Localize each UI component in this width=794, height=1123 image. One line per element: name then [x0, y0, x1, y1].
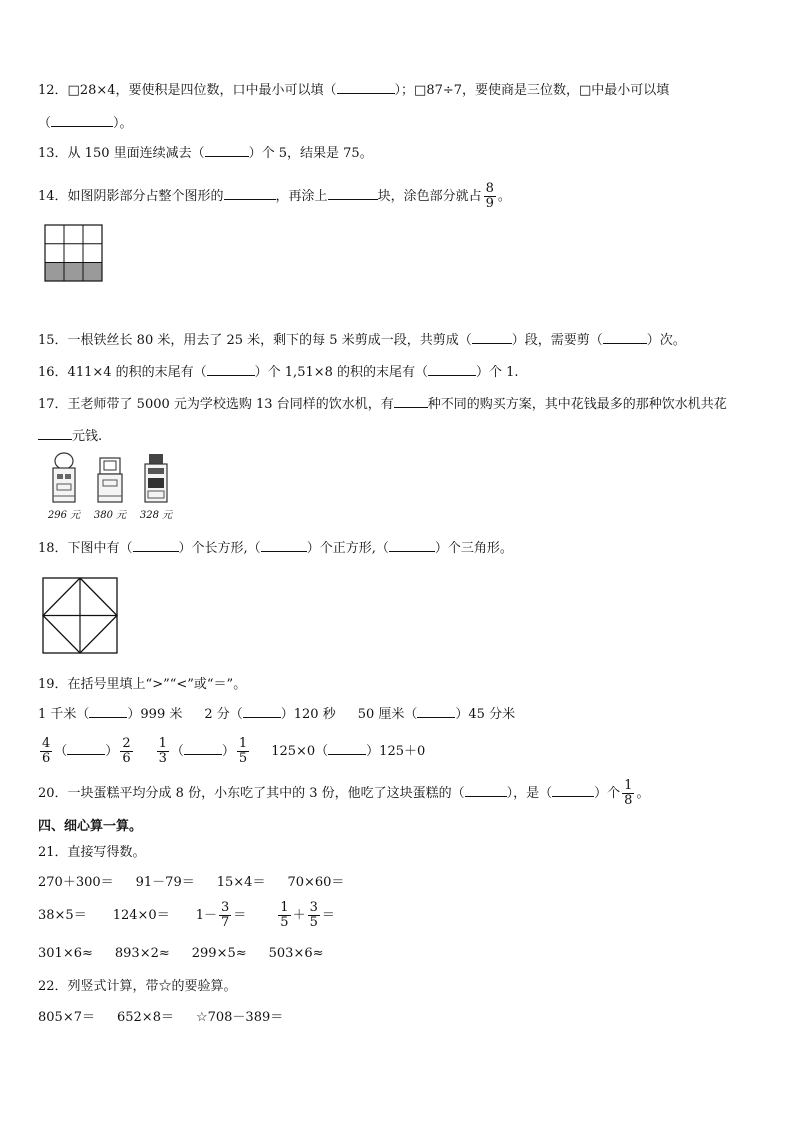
q19-blank-2[interactable] [243, 717, 281, 718]
fraction: $\frac{1}{5}$ [238, 736, 248, 766]
price-label: 328 元 [139, 510, 173, 521]
q12-text: ）；□87÷7，要使商是三位数，□中最小可以填 [394, 83, 670, 98]
q19-text: ）999 米 [127, 707, 183, 722]
calc-item: ☆708－389＝ [195, 1010, 284, 1025]
q20-blank-2[interactable] [552, 796, 594, 797]
q14-line [38, 178, 511, 216]
q21-row3 [38, 945, 324, 963]
q12-line1 [38, 82, 669, 100]
q22-row [38, 1009, 283, 1027]
q19-text: ）125＋0 [366, 744, 426, 759]
water-dispenser-icon [44, 452, 84, 506]
water-dispenser-icon [90, 452, 130, 506]
section-heading: 四、细心算一算。 [38, 819, 143, 834]
fraction: $\frac{1}{3}$ [158, 736, 167, 766]
q15-blank-2[interactable] [603, 343, 647, 344]
q19-title: 19．在括号里填上“>”“<”或“＝”。 [38, 677, 247, 692]
q17-line2 [38, 428, 102, 446]
q17-text: 元钱. [72, 429, 103, 444]
calc-item: 70×60＝ [287, 875, 345, 890]
fraction: $\frac{4}{6}$ [42, 736, 51, 766]
q17-line1 [38, 396, 727, 414]
q12-blank-1[interactable] [337, 93, 395, 94]
calc-item: 301×6≈ [38, 946, 93, 961]
fraction: $\frac{3}{7}$ [220, 900, 230, 930]
q19-text: ）45 分米 [455, 707, 516, 722]
fraction: $\frac{2}{6}$ [122, 736, 131, 766]
fraction: $\frac{1}{8}$ [624, 778, 633, 808]
calc-item: ＝ [233, 908, 247, 923]
q20-text: 。 [636, 786, 650, 801]
calc-item: 805×7＝ [38, 1010, 95, 1025]
fraction: $\frac{3}{5}$ [309, 900, 318, 930]
calc-item: 1－ [195, 908, 217, 923]
calc-item: 15×4＝ [216, 875, 266, 890]
q12-text: 12．□28×4，要使积是四位数，口中最小可以填（ [38, 83, 337, 98]
q18-text: ）个长方形,（ [178, 541, 261, 556]
q14-text: 。 [497, 189, 511, 204]
q15-line [38, 332, 686, 350]
price-label: 296 元 [47, 510, 81, 521]
q18-blank-1[interactable] [133, 551, 179, 552]
q14-grid-figure [44, 224, 104, 282]
q15-text: 15．一根铁丝长 80 米，用去了 25 米，剩下的每 5 米剪成一段，共剪成（ [38, 333, 472, 348]
q19-blank-3[interactable] [417, 717, 455, 718]
q18-text: ）个正方形,（ [306, 541, 389, 556]
fraction: $\frac{1}{5}$ [280, 900, 289, 930]
q14-text: 14．如图阴影部分占整个图形的 [38, 189, 224, 204]
q19-text: （ [54, 744, 68, 759]
q19-text: 125×0（ [271, 744, 329, 759]
q21-title: 21．直接写得数。 [38, 845, 146, 860]
q13-text: ）个 5，结果是 75。 [248, 146, 373, 161]
q19-blank-1[interactable] [89, 717, 127, 718]
q21-row2 [38, 897, 335, 935]
q13-blank[interactable] [205, 156, 249, 157]
q16-text: ）个 1. [476, 365, 519, 380]
calc-item: 503×6≈ [268, 946, 324, 961]
q19-blank-4[interactable] [67, 754, 105, 755]
q19-text: ） [221, 744, 235, 759]
q19-text: ） [105, 744, 119, 759]
q19-text: 2 分（ [204, 707, 243, 722]
water-dispenser-3 [136, 452, 176, 522]
q15-text: ）次。 [646, 333, 686, 348]
q21-row1 [38, 874, 344, 892]
q15-text: ）段，需要剪（ [511, 333, 603, 348]
calc-item: 652×8＝ [116, 1010, 174, 1025]
q19-text: 1 千米（ [38, 707, 90, 722]
q20-blank-1[interactable] [465, 796, 507, 797]
water-dispenser-icon [136, 452, 176, 506]
q16-text: 16．411×4 的积的末尾有（ [38, 365, 207, 380]
price-label: 380 元 [93, 510, 127, 521]
q15-blank-1[interactable] [472, 343, 512, 344]
q18-line [38, 540, 513, 558]
q19-text: ）120 秒 [280, 707, 336, 722]
q12-text: ）。 [113, 116, 133, 131]
q18-text: ）个三角形。 [434, 541, 513, 556]
q14-blank-1[interactable] [224, 199, 276, 200]
q12-text: （ [38, 116, 52, 131]
q20-text: 20．一块蛋糕平均分成 8 份，小东吃了其中的 3 份，他吃了这块蛋糕的（ [38, 786, 465, 801]
q16-text: ）个 1,51×8 的积的末尾有（ [254, 365, 429, 380]
q20-text: ），是（ [506, 786, 553, 801]
q12-line2 [38, 115, 133, 133]
calc-item: 91－79＝ [135, 875, 195, 890]
q14-blank-2[interactable] [328, 199, 378, 200]
calc-item: 270＋300＝ [38, 875, 114, 890]
q13-text: 13．从 150 里面连续减去（ [38, 146, 205, 161]
q13-line [38, 145, 373, 163]
q22-title: 22．列竖式计算，带☆的要验算。 [38, 979, 237, 994]
q19-row1 [38, 706, 515, 724]
q19-text: 50 厘米（ [357, 707, 418, 722]
water-dispenser-2 [90, 452, 130, 522]
q17-text: 17．王老师带了 5000 元为学校选购 13 台同样的饮水机，有 [38, 397, 394, 412]
q14-fraction: $\frac{8}{9}$ [485, 181, 494, 211]
q20-line [38, 775, 649, 813]
q17-blank-2[interactable] [38, 439, 72, 440]
q17-blank-1[interactable] [394, 407, 428, 408]
q20-text: ）个 [594, 786, 621, 801]
q12-blank-2[interactable] [51, 126, 113, 127]
calc-item: 124×0＝ [112, 908, 170, 923]
q19-row2 [38, 733, 425, 771]
q18-square-diamond-figure [42, 577, 118, 654]
q16-blank-1[interactable] [207, 375, 255, 376]
q14-shaded-row [45, 263, 102, 282]
q19-blank-5[interactable] [184, 754, 222, 755]
calc-item: ＋ [292, 908, 306, 923]
q14-text: ，再涂上 [275, 189, 328, 204]
calc-item: ＝ [321, 908, 335, 923]
calc-item: 893×2≈ [114, 946, 170, 961]
q16-blank-2[interactable] [428, 375, 476, 376]
q16-line [38, 364, 519, 382]
calc-item: 38×5＝ [38, 908, 87, 923]
q18-text: 18．下图中有（ [38, 541, 133, 556]
q18-blank-3[interactable] [389, 551, 435, 552]
q14-text: 块，涂色部分就占 [377, 189, 482, 204]
q17-text: 种不同的购买方案，其中花钱最多的那种饮水机共花 [427, 397, 727, 412]
water-dispenser-1 [44, 452, 84, 522]
q18-blank-2[interactable] [261, 551, 307, 552]
q19-blank-6[interactable] [328, 754, 366, 755]
q19-text: （ [170, 744, 184, 759]
calc-item: 299×5≈ [191, 946, 247, 961]
